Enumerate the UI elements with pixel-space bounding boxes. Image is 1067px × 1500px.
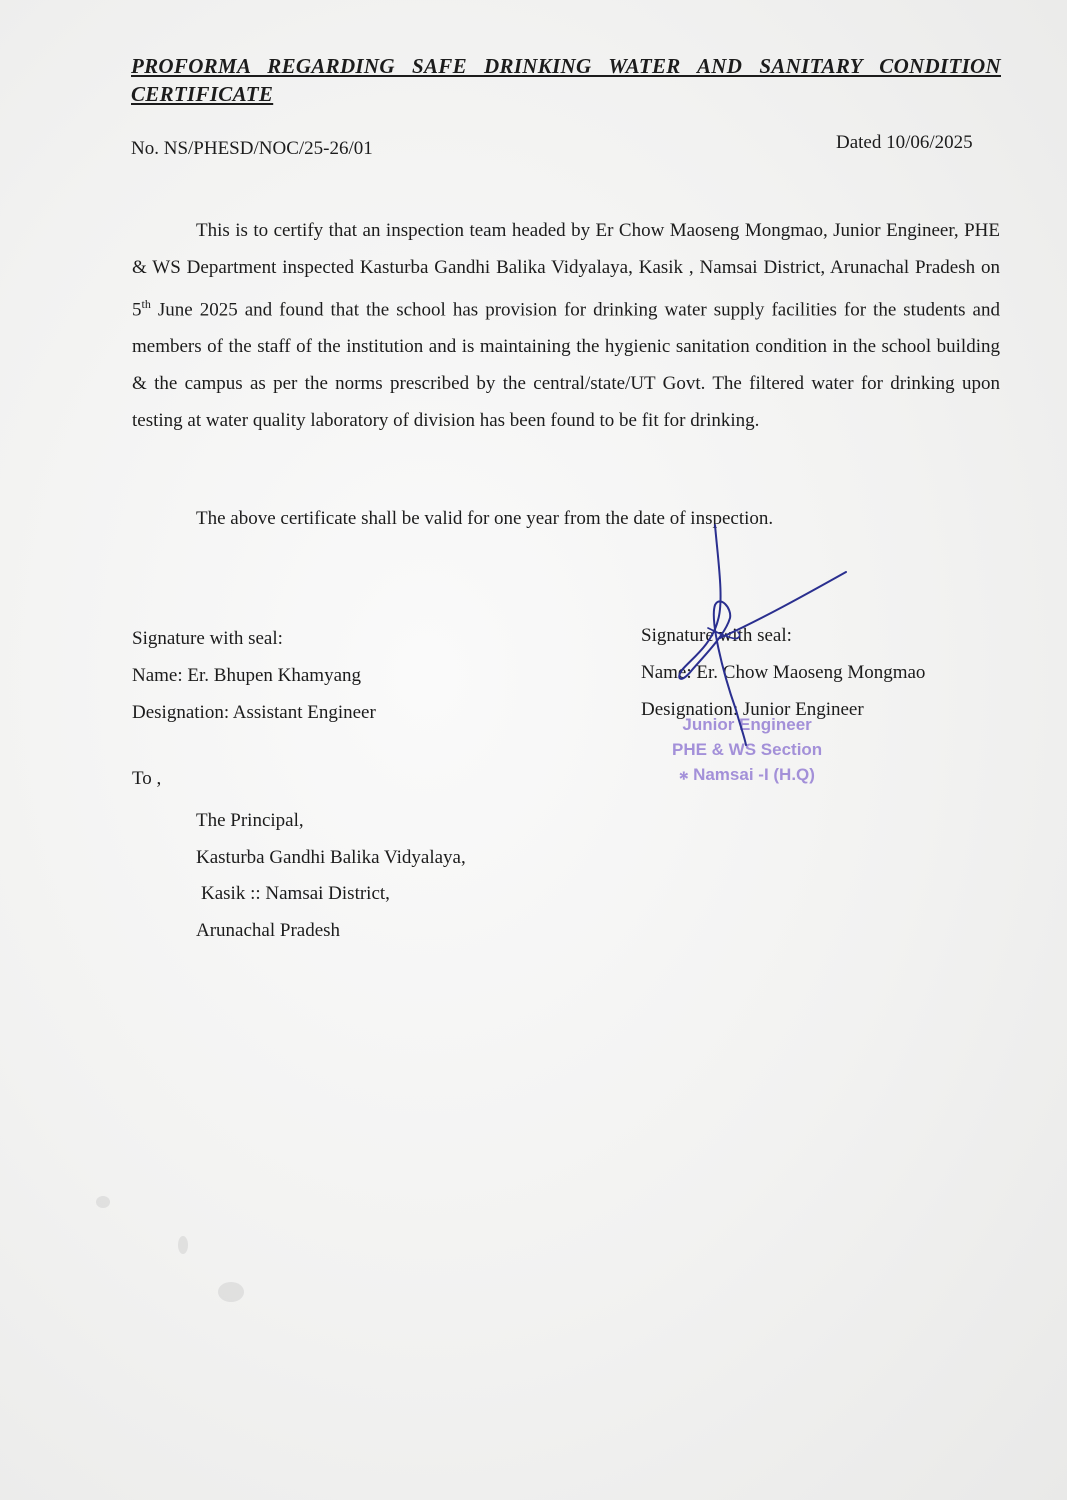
document-title — [131, 52, 1001, 108]
address-line-4: Arunachal Pradesh — [196, 919, 341, 941]
paper-smudge — [96, 1196, 110, 1208]
stamp-line-2: PHE & WS Section — [672, 740, 823, 759]
recipient-address — [196, 803, 466, 949]
address-line-1: The Principal, — [196, 810, 304, 831]
signatory-designation: Designation: Assistant Engineer — [132, 702, 376, 723]
title-line-2: CERTIFICATE — [131, 82, 274, 106]
paper-smudge — [218, 1282, 244, 1302]
signatory-name: Name: Er. Bhupen Khamyang — [132, 665, 362, 686]
validity-statement: The above certificate shall be valid for one year from the date of inspection. — [196, 508, 774, 529]
document-date: Dated 10/06/2025 — [836, 132, 973, 153]
body-text-part2: June 2025 and found that the school has provision for drinking water supply facilities for the students and members of the staff of the institution and is maintaining the hygienic sanitation condition in the school building & the campus as per the norms prescribed by the central/state/UT Govt. The filtered water for drinking upon testing at water quality laboratory of division has been found to be fit for drinking. — [132, 299, 1000, 432]
handwritten-signature — [620, 520, 870, 750]
stamp-line-3: 🞶 Namsai -I (H.Q) — [679, 765, 815, 784]
signatory-left — [132, 620, 376, 731]
title-line-1: PROFORMA REGARDING SAFE DRINKING WATER AND SANITARY CONDITION — [131, 54, 1001, 78]
signature-label: Signature with seal: — [641, 625, 792, 646]
address-line-3: Kasik :: Namsai District, — [201, 883, 390, 904]
body-superscript: th — [141, 297, 151, 311]
signatory-name: Name: Er. Chow Maoseng Mongmao — [641, 662, 926, 683]
to-label: To , — [132, 768, 162, 789]
stamp-line-1: Junior Engineer — [682, 715, 812, 734]
paper-smudge — [178, 1236, 188, 1254]
signature-label: Signature with seal: — [132, 628, 283, 649]
signatory-designation: Designation: Junior Engineer — [641, 699, 864, 720]
certificate-body — [132, 212, 1000, 439]
address-line-2: Kasturba Gandhi Balika Vidyalaya, — [196, 846, 466, 868]
stamp-emblem-icon: 🞶 — [679, 768, 689, 783]
reference-number: No. NS/PHESD/NOC/25-26/01 — [131, 138, 373, 159]
body-text-part1: This is to certify that an inspection team headed by Er Chow Maoseng Mongmao, Junior Engineer, PHE & WS Department inspected Kasturba Gandhi Balika Vidyalaya, Kasik , Namsai District, Arunachal Pradesh on 5 — [132, 220, 1000, 321]
